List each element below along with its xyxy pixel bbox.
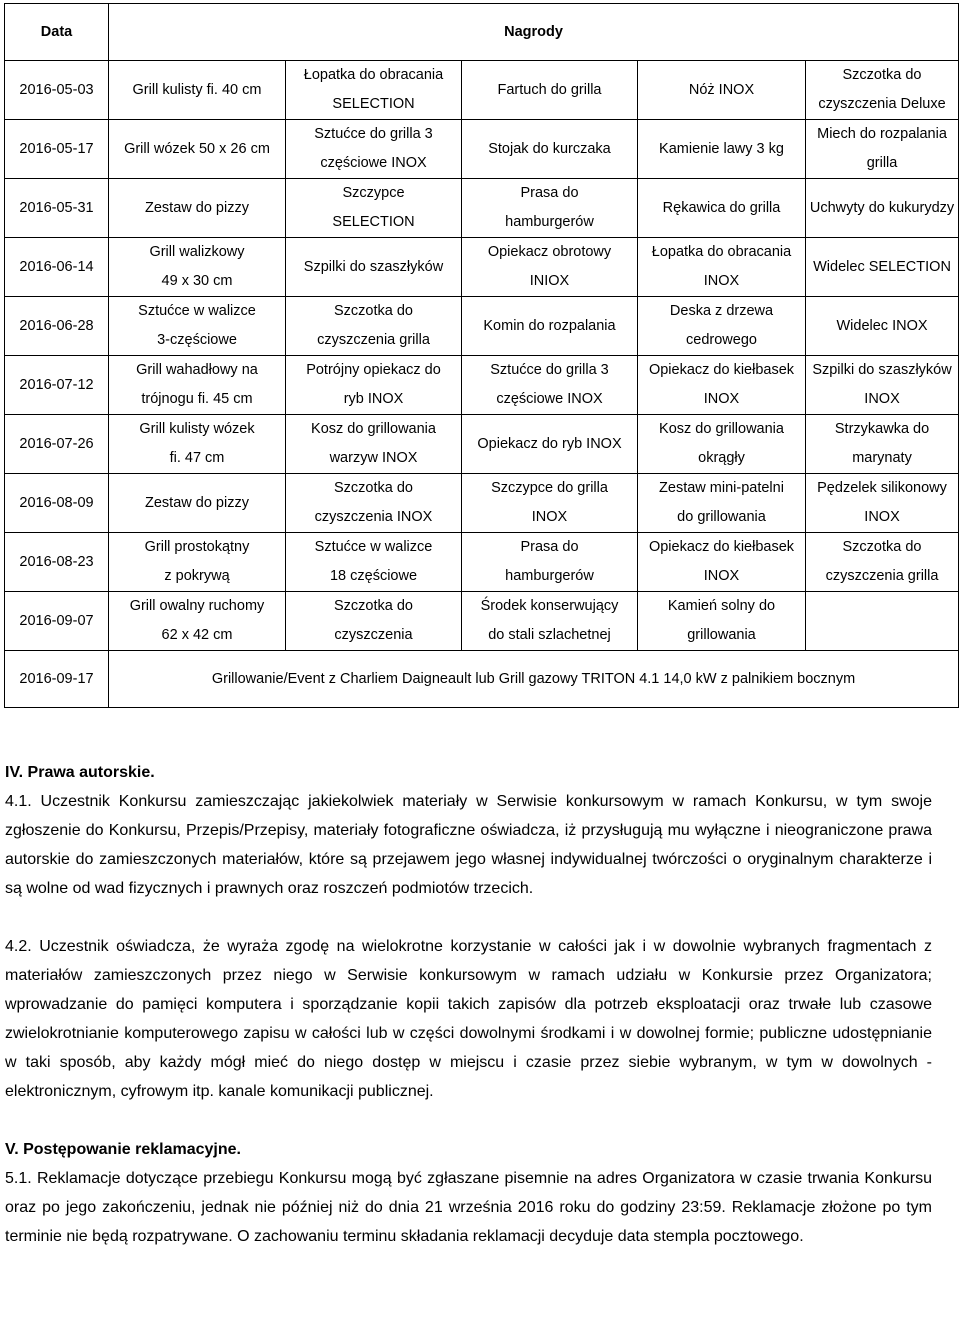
row-date: 2016-09-07 [5, 592, 109, 651]
prize-cell: Rękawica do grilla [638, 179, 806, 238]
header-date: Data [5, 4, 109, 61]
table-row [5, 592, 959, 651]
prize-cell: Grill walizkowy 49 x 30 cm [109, 238, 286, 297]
prize-cell: Łopatka do obracania SELECTION [286, 61, 462, 120]
prize-cell: Sztućce w walizce 3-częściowe [109, 297, 286, 356]
table-row [5, 533, 959, 592]
prize-cell: Szpilki do szaszłyków [286, 238, 462, 297]
paragraph-4-1: 4.1. Uczestnik Konkursu zamieszczając jakiekolwiek materiały w Serwisie konkursowym w ramach Konkursu, w tym swoje zgłoszenie do Konkursu, Przepis/Przepisy, materiały fotograficzne oświadcza, iż przysługują mu wyłączne i nieograniczone prawa autorskie do zamieszczonych materiałów, które są przejawem jego własnej indywidualnej twórczości o oryginalnym charakterze i są wolne od wad fizycznych i prawnych oraz roszczeń podmiotów trzecich. [5, 793, 932, 897]
prize-cell: Strzykawka do marynaty [806, 415, 959, 474]
prize-cell: Grill prostokątny z pokrywą [109, 533, 286, 592]
prize-cell: Stojak do kurczaka [462, 120, 638, 179]
table-row [5, 120, 959, 179]
row-date: 2016-05-17 [5, 120, 109, 179]
prize-cell: Prasa do hamburgerów [462, 533, 638, 592]
row-date: 2016-08-23 [5, 533, 109, 592]
prize-cell: Uchwyty do kukurydzy [806, 179, 959, 238]
prize-cell: Szczypce do grilla INOX [462, 474, 638, 533]
table-header-row [5, 4, 959, 61]
prize-cell: Opiekacz obrotowy INIOX [462, 238, 638, 297]
paragraph-5-1: 5.1. Reklamacje dotyczące przebiegu Konkursu mogą być zgłaszane pisemnie na adres Organizatora w czasie trwania Konkursu oraz po jego zakończeniu, jednak nie później niż do dnia 21 września 2016 roku do godziny 23:59. Reklamacje złożone po tym terminie nie będą rozpatrywane. O zachowaniu terminu składania reklamacji decyduje data stempla pocztowego. [5, 1170, 932, 1245]
prize-cell: Sztućce w walizce 18 częściowe [286, 533, 462, 592]
prize-cell: Szczotka do czyszczenia Deluxe [806, 61, 959, 120]
table-row [5, 297, 959, 356]
prize-cell: Zestaw mini-patelni do grillowania [638, 474, 806, 533]
prize-cell: Szczotka do czyszczenia grilla [806, 533, 959, 592]
table-row [5, 356, 959, 415]
section-5-heading: V. Postępowanie reklamacyjne. [5, 1141, 241, 1158]
regulations-text [5, 758, 932, 1251]
prize-cell [806, 592, 959, 651]
prize-cell: Potrójny opiekacz do ryb INOX [286, 356, 462, 415]
prize-cell: Sztućce do grilla 3 częściowe INOX [286, 120, 462, 179]
table-row [5, 179, 959, 238]
prize-cell: Fartuch do grilla [462, 61, 638, 120]
row-date: 2016-08-09 [5, 474, 109, 533]
prize-cell: Opiekacz do kiełbasek INOX [638, 356, 806, 415]
prize-cell: Szczotka do czyszczenia INOX [286, 474, 462, 533]
section-4-heading: IV. Prawa autorskie. [5, 764, 155, 781]
prize-cell: Kosz do grillowania okrągły [638, 415, 806, 474]
prize-cell: Kamień solny do grillowania [638, 592, 806, 651]
prize-cell: Szczotka do czyszczenia [286, 592, 462, 651]
prize-cell: Prasa do hamburgerów [462, 179, 638, 238]
prize-cell: Sztućce do grilla 3 częściowe INOX [462, 356, 638, 415]
table-row [5, 474, 959, 533]
table-row [5, 415, 959, 474]
table-row [5, 238, 959, 297]
prize-cell: Widelec INOX [806, 297, 959, 356]
prize-cell: Grill wózek 50 x 26 cm [109, 120, 286, 179]
row-date: 2016-05-31 [5, 179, 109, 238]
row-date: 2016-07-26 [5, 415, 109, 474]
prize-cell: Kosz do grillowania warzyw INOX [286, 415, 462, 474]
prize-cell: Opiekacz do kiełbasek INOX [638, 533, 806, 592]
table-row-final [5, 651, 959, 708]
prize-cell: Grill kulisty wózek fi. 47 cm [109, 415, 286, 474]
prize-cell: Szczotka do czyszczenia grilla [286, 297, 462, 356]
prize-cell: Grill kulisty fi. 40 cm [109, 61, 286, 120]
prize-cell: Komin do rozpalania [462, 297, 638, 356]
table-row [5, 61, 959, 120]
prizes-table [4, 3, 959, 708]
prize-cell: Nóż INOX [638, 61, 806, 120]
row-date: 2016-09-17 [5, 651, 109, 708]
row-date: 2016-07-12 [5, 356, 109, 415]
prize-cell: Zestaw do pizzy [109, 474, 286, 533]
prize-cell: Kamienie lawy 3 kg [638, 120, 806, 179]
prize-cell: Środek konserwujący do stali szlachetnej [462, 592, 638, 651]
prize-cell: Deska z drzewa cedrowego [638, 297, 806, 356]
prize-cell: Zestaw do pizzy [109, 179, 286, 238]
prize-cell: Widelec SELECTION [806, 238, 959, 297]
main-prize-cell: Grillowanie/Event z Charliem Daigneault lub Grill gazowy TRITON 4.1 14,0 kW z palnikiem bocznym [109, 651, 959, 708]
prize-cell: Łopatka do obracania INOX [638, 238, 806, 297]
prize-cell: Opiekacz do ryb INOX [462, 415, 638, 474]
row-date: 2016-05-03 [5, 61, 109, 120]
prize-cell: Grill owalny ruchomy 62 x 42 cm [109, 592, 286, 651]
prize-cell: Szpilki do szaszłyków INOX [806, 356, 959, 415]
header-prizes: Nagrody [109, 4, 959, 61]
prize-cell: Pędzelek silikonowy INOX [806, 474, 959, 533]
row-date: 2016-06-28 [5, 297, 109, 356]
prize-cell: Szczypce SELECTION [286, 179, 462, 238]
paragraph-4-2: 4.2. Uczestnik oświadcza, że wyraża zgodę na wielokrotne korzystanie w całości jak i w dowolnie wybranych fragmentach z materiałów zamieszczonych przez niego w Serwisie konkursowym w ramach udziału w Konkursie przez Organizatora; wprowadzanie do pamięci komputera i sporządzanie kopii takich zapisów dla potrzeb eksploatacji oraz trwałe lub czasowe zwielokrotnianie komputerowego zapisu w całości lub w części dowolnymi środkami i w dowolnej formie; publiczne udostępnianie w taki sposób, aby każdy mógł mieć do niego dostęp w miejscu i czasie przez siebie wybranym, w tym w dowolnych - elektronicznym, cyfrowym itp. kanale komunikacji publicznej. [5, 938, 932, 1100]
row-date: 2016-06-14 [5, 238, 109, 297]
prize-cell: Grill wahadłowy na trójnogu fi. 45 cm [109, 356, 286, 415]
prize-cell: Miech do rozpalania grilla [806, 120, 959, 179]
